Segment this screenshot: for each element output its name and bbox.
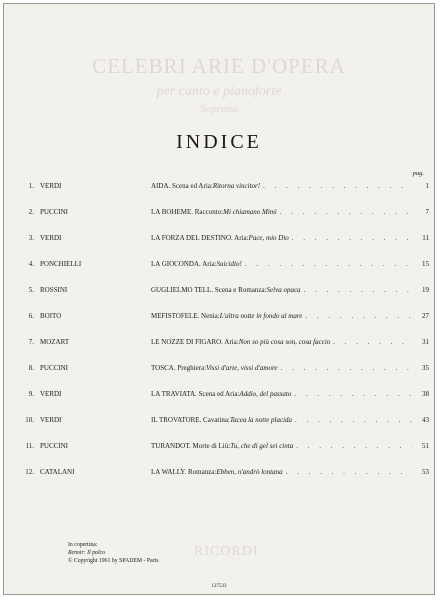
leader-dots [304,286,412,294]
entry-number: 2. [28,208,34,216]
entry-page-number: 43 [422,416,429,424]
entry-title [151,416,412,424]
leader-dots [305,312,412,320]
entry-page-number: 27 [422,312,429,320]
leader-dots [292,234,412,242]
entry-page-number: 15 [422,260,429,268]
entry-title [151,390,412,398]
index-entry [4,338,434,364]
entry-number: 10. [25,416,34,424]
entry-number: 8. [28,364,34,372]
entry-aria: Vissi d'arte, vissi d'amore [206,364,278,372]
entry-page-number: 19 [422,286,429,294]
entry-page-number: 1 [425,182,429,190]
entry-composer: VERDI [40,390,62,398]
index-entry [4,364,434,390]
entry-composer: BOITO [40,312,62,320]
entry-composer: ROSSINI [40,286,68,294]
catalog-number: 127533 [211,584,227,589]
copyright-line: © Copyright 1961 by SPADEM - Paris [68,558,159,564]
leader-dots [281,364,412,372]
entry-opera: AIDA. Scena ed Aria: [151,182,213,190]
index-entry [4,208,434,234]
index-entry [4,416,434,442]
entry-title [151,338,412,346]
entry-composer: VERDI [40,182,62,190]
entry-number: 4. [28,260,34,268]
entry-page-number: 35 [422,364,429,372]
entry-opera: GUGLIELMO TELL. Scena e Romanza: [151,286,267,294]
entry-number: 6. [28,312,34,320]
entry-opera: LA GIOCONDA. Aria: [151,260,217,268]
faded-cover-title: CELEBRI ARIE D'OPERA [92,54,346,78]
entry-page-number: 7 [425,208,429,216]
entry-title [151,260,412,268]
leader-dots [333,338,412,346]
leader-dots [295,416,412,424]
entry-aria: Suicidio! [216,260,242,268]
entry-aria: Ritorna vincitor! [212,182,261,190]
faded-publisher-name: RICORDI [194,544,259,559]
entry-opera: LA FORZA DEL DESTINO. Aria: [151,234,249,242]
entry-page-number: 31 [422,338,429,346]
leader-dots [263,182,412,190]
entry-aria: Pace, mio Dio [248,234,289,242]
entry-aria: Non so più cosa son, cosa faccio [238,338,331,346]
entry-opera: LA BOHEME. Racconto: [151,208,224,216]
index-entry [4,390,434,416]
entry-composer: CATALANI [40,468,75,476]
leader-dots [286,468,412,476]
entry-opera: LA WALLY. Romanza: [151,468,217,476]
entry-number: 12. [25,468,34,476]
entry-title [151,468,412,476]
page-column-label: pag. [412,170,424,177]
faded-cover-subtitle: per canto e pianoforte [156,84,282,99]
entry-number: 7. [28,338,34,346]
entry-aria: Ebben, n'andrò lontana [216,468,283,476]
entry-composer: MOZART [40,338,70,346]
entry-composer: VERDI [40,416,62,424]
index-entry [4,312,434,338]
entry-aria: Addio, del passato [239,390,292,398]
leader-dots [245,260,412,268]
index-page [3,3,435,595]
leader-dots [280,208,412,216]
entry-title [151,234,412,242]
entry-page-number: 11 [422,234,429,242]
entry-composer: PUCCINI [40,442,69,450]
entry-number: 1. [28,182,34,190]
index-entry [4,182,434,208]
entry-number: 5. [28,286,34,294]
entry-title [151,312,412,320]
index-entry [4,260,434,286]
entry-number: 11. [25,442,34,450]
entry-opera: LE NOZZE DI FIGARO. Aria: [151,338,239,346]
entry-title [151,364,412,372]
index-entry [4,286,434,312]
cover-credits [68,541,159,565]
entry-opera: TURANDOT. Morte di Liù: [151,442,231,450]
entry-title [151,208,412,216]
entry-number: 3. [28,234,34,242]
entry-aria: Tu, che di gel sei cinta [230,442,294,450]
entry-opera: LA TRAVIATA. Scena ed Aria: [151,390,240,398]
entry-opera: IL TROVATORE. Cavatina: [151,416,230,424]
entry-aria: L'altra notte in fondo al mare [219,312,303,320]
page-title: INDICE [176,131,262,154]
entry-page-number: 53 [422,468,429,476]
index-list [4,182,434,494]
index-entry [4,468,434,494]
faded-cover-subtitle-2: Soprano [200,103,238,115]
entry-number: 9. [28,390,34,398]
credit-line: Renoir: Il palco [68,550,106,556]
entry-page-number: 51 [422,442,429,450]
entry-composer: VERDI [40,234,62,242]
entry-opera: TOSCA. Preghiera: [151,364,207,372]
entry-aria: Selva opaca [266,286,301,294]
leader-dots [296,442,412,450]
index-entry [4,234,434,260]
entry-title [151,442,412,450]
index-entry [4,442,434,468]
entry-title [151,286,412,294]
leader-dots [294,390,412,398]
entry-composer: PONCHIELLI [40,260,82,268]
entry-title [151,182,412,190]
entry-composer: PUCCINI [40,208,69,216]
entry-composer: PUCCINI [40,364,69,372]
entry-aria: Tacea la notte placida [229,416,293,424]
entry-page-number: 38 [422,390,429,398]
credit-line: In copertina: [68,542,98,548]
entry-opera: MEFISTOFELE. Nenia: [151,312,220,320]
entry-aria: Mi chiamano Mimì [223,208,277,216]
